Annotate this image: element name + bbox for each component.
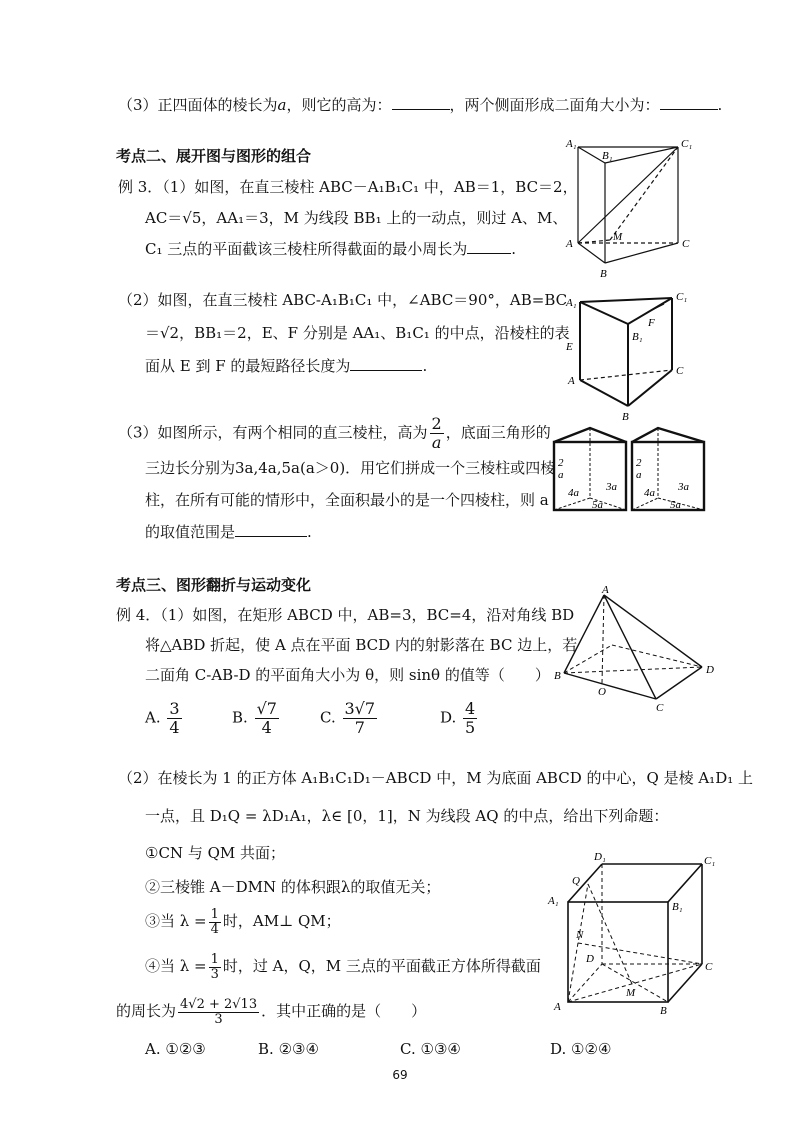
fig1-label: C: [682, 238, 690, 250]
prism-figure-2: [560, 288, 710, 428]
ex3-3-line3: 柱，在所有可能的情形中，全面积最小的是一个四棱柱，则 a: [145, 491, 549, 509]
ex3-1-line1: 例 3．（1）如图，在直三棱柱 ABC－A₁B₁C₁ 中，AB＝1，BC＝2，: [118, 178, 578, 196]
frac-num: 1: [210, 951, 219, 967]
fig3-label: 5a: [592, 499, 603, 511]
perimeter-fraction: [178, 998, 259, 1027]
fig4-label: D: [706, 664, 714, 676]
fig5-label: N: [576, 929, 584, 941]
period: .: [307, 523, 312, 541]
prop-4: [145, 951, 541, 982]
answer-blank[interactable]: [392, 95, 450, 110]
fig4-label: O: [598, 686, 606, 698]
fig2-label: B: [622, 411, 629, 423]
prop-text: 时，AM⊥ QM；: [222, 912, 341, 930]
ex4-2-line1: （2）在棱长为 1 的正方体 A₁B₁C₁D₁－ABCD 中，M 为底面 ABCD 的中心，Q 是棱 A₁D₁ 上: [118, 769, 753, 787]
option-fraction: [463, 700, 477, 737]
fig2-label: E: [566, 341, 573, 353]
ex3-3-line2: 三边长分别为3a,4a,5a(a＞0)．用它们拼成一个三棱柱或四棱: [145, 459, 556, 477]
prop-text: 时，过 A，Q，M 三点的平面截正方体所得截面: [222, 957, 541, 975]
option-a[interactable]: [145, 700, 184, 737]
fig3-label: 5a: [670, 499, 681, 511]
fig2-label: F: [648, 317, 655, 329]
fig3-label: a: [558, 469, 564, 481]
perimeter-line: [116, 995, 426, 1027]
fig3-label: 2: [636, 457, 642, 469]
option-label: C.: [320, 708, 336, 727]
fig1-label: A: [566, 238, 573, 250]
q3-mid2: ，两个侧面形成二面角大小为：: [449, 96, 660, 114]
fig5-label: D₁: [594, 851, 606, 863]
ex4-1-line3: 二面角 C-AB-D 的平面角大小为 θ，则 sinθ 的值等（ ）: [145, 666, 550, 684]
option-b[interactable]: [232, 700, 281, 737]
option-b[interactable]: [258, 1040, 319, 1058]
fig2-label: C: [676, 365, 684, 377]
ex3-3-text2: ，底面三角形的: [445, 423, 551, 442]
prop-1: ①CN 与 QM 共面；: [145, 844, 286, 862]
frac-den: a: [431, 433, 442, 452]
option-label: D.: [550, 1040, 567, 1058]
frac-num: 1: [210, 906, 219, 922]
frac-num: 4: [465, 699, 476, 718]
prop-3: [145, 906, 341, 937]
fig3-label: 3a: [606, 481, 617, 493]
fig5-label: B₁: [672, 901, 683, 913]
fig5-label: Q: [572, 875, 580, 887]
fig3-label: 2: [558, 457, 564, 469]
fig1-label: B: [600, 268, 607, 280]
frac-num: 3√7: [344, 699, 376, 718]
prop-text: ．其中正确的是（ ）: [261, 1002, 427, 1020]
ex4-1-line2: 将△ABD 折起，使 A 点在平面 BCD 内的射影落在 BC 边上，若: [145, 636, 578, 654]
page-number: 69: [392, 1068, 408, 1082]
ex3-2-line2: ＝√2，BB₁＝2，E、F 分别是 AA₁、B₁C₁ 的中点，沿棱柱的表: [145, 324, 570, 342]
option-text: ①②④: [571, 1040, 612, 1058]
fig2-label: B₁: [632, 331, 643, 343]
option-label: C.: [400, 1040, 416, 1058]
section-title: 考点二、展开图与图形的组合: [116, 147, 312, 165]
option-c[interactable]: [400, 1040, 461, 1058]
answer-blank[interactable]: [467, 239, 511, 254]
q3-end: .: [717, 96, 723, 114]
frac-num: 3: [169, 699, 180, 718]
option-fraction: [343, 700, 378, 737]
lambda-fraction: [209, 908, 221, 937]
fig3-label: a: [636, 469, 642, 481]
prop-text: ④当 λ =: [145, 957, 207, 975]
period: .: [511, 240, 517, 258]
option-label: B.: [258, 1040, 274, 1058]
section-title: 考点三、图形翻折与运动变化: [116, 576, 312, 594]
option-text: ①③④: [420, 1040, 461, 1058]
ex3-2-line3: [145, 356, 427, 376]
fig3-label: 3a: [678, 481, 689, 493]
ex3-1-line3: [145, 239, 516, 259]
fig5-label: C₁: [704, 855, 716, 867]
fig4-label: A: [602, 584, 609, 596]
prop-text: ③当 λ =: [145, 912, 207, 930]
option-a[interactable]: [145, 1040, 206, 1058]
option-text: ②③④: [278, 1040, 319, 1058]
option-label: B.: [232, 708, 248, 727]
cube-figure: [548, 850, 723, 1020]
q3-mid: ，则它的高为：: [286, 96, 392, 114]
answer-blank[interactable]: [350, 356, 422, 371]
frac-den: 3: [210, 966, 219, 982]
ex3-3-line4: [145, 522, 312, 542]
lambda-fraction: [209, 953, 221, 982]
fig1-label: A₁: [566, 138, 577, 150]
answer-blank[interactable]: [235, 522, 307, 537]
prism-figure-1: [560, 135, 710, 285]
ex3-2-line1: （2）如图，在直三棱柱 ABC-A₁B₁C₁ 中，∠ABC＝90°，AB=BC: [118, 291, 568, 309]
period: .: [422, 357, 428, 375]
two-prisms-figure: [548, 418, 718, 518]
ex4-2-line2: 一点，且 D₁Q = λD₁A₁，λ∈ [0，1]，N 为线段 AQ 的中点，给出下列命题：: [145, 807, 669, 825]
folded-rectangle-figure: [552, 585, 722, 715]
prop-2: ②三棱锥 A－DMN 的体积跟λ的取值无关；: [145, 878, 441, 896]
option-label: A.: [145, 708, 161, 727]
option-c[interactable]: [320, 700, 379, 737]
fig5-label: A₁: [548, 895, 559, 907]
fig4-label: C: [656, 702, 664, 714]
frac-den: 5: [465, 718, 476, 737]
frac-num: 2: [431, 414, 442, 433]
fig2-label: A: [568, 375, 575, 387]
option-fraction: [167, 700, 181, 737]
q3-prefix: （3）正四面体的棱长为: [118, 96, 278, 114]
ex3-1-line2: AC＝√5，AA₁＝3，M 为线段 BB₁ 上的一动点，则过 A、M、: [145, 209, 568, 227]
ex3-1-text: C₁ 三点的平面截该三棱柱所得截面的最小周长为: [145, 240, 468, 258]
fig5-label: M: [626, 987, 636, 999]
frac-num: 4√2 + 2√13: [180, 996, 258, 1012]
fig5-label: B: [660, 1005, 667, 1017]
fig2-label: A₁: [566, 297, 577, 309]
frac-num: √7: [256, 699, 277, 718]
option-label: A.: [145, 1040, 161, 1058]
fig5-label: D: [586, 953, 594, 965]
fig1-label: B₁: [602, 150, 613, 162]
frac-den: 3: [214, 1011, 223, 1027]
option-text: ①②③: [165, 1040, 206, 1058]
ex3-3-line1: [118, 415, 551, 452]
ex3-3-text3: 的取值范围是: [145, 523, 236, 541]
ex4-1-line1: 例 4．（1）如图，在矩形 ABCD 中，AB=3，BC=4，沿对角线 BD: [116, 606, 575, 624]
answer-blank[interactable]: [660, 95, 718, 110]
frac-den: 4: [261, 718, 272, 737]
prop-text: 的周长为: [116, 1002, 177, 1020]
fig5-label: A: [554, 1001, 561, 1013]
fig2-label: C₁: [676, 291, 688, 303]
frac-den: 4: [169, 718, 180, 737]
fig3-label: 4a: [568, 487, 579, 499]
fig1-label: C₁: [681, 138, 693, 150]
q3-line: [118, 95, 722, 115]
fig5-label: C: [705, 961, 713, 973]
height-fraction: [430, 415, 444, 452]
ex3-2-text: 面从 E 到 F 的最短路径长度为: [145, 357, 351, 375]
ex3-3-text: （3）如图所示，有两个相同的直三棱柱，高为: [118, 423, 428, 442]
q3-var: a: [277, 96, 287, 114]
frac-den: 4: [210, 921, 219, 937]
fig1-label: M: [613, 231, 623, 243]
option-label: D.: [440, 708, 457, 727]
frac-den: 7: [354, 718, 365, 737]
fig4-label: B: [554, 670, 561, 682]
fig3-label: 4a: [644, 487, 655, 499]
option-fraction: [255, 700, 279, 737]
option-d[interactable]: [550, 1040, 611, 1058]
option-d[interactable]: [440, 700, 479, 737]
